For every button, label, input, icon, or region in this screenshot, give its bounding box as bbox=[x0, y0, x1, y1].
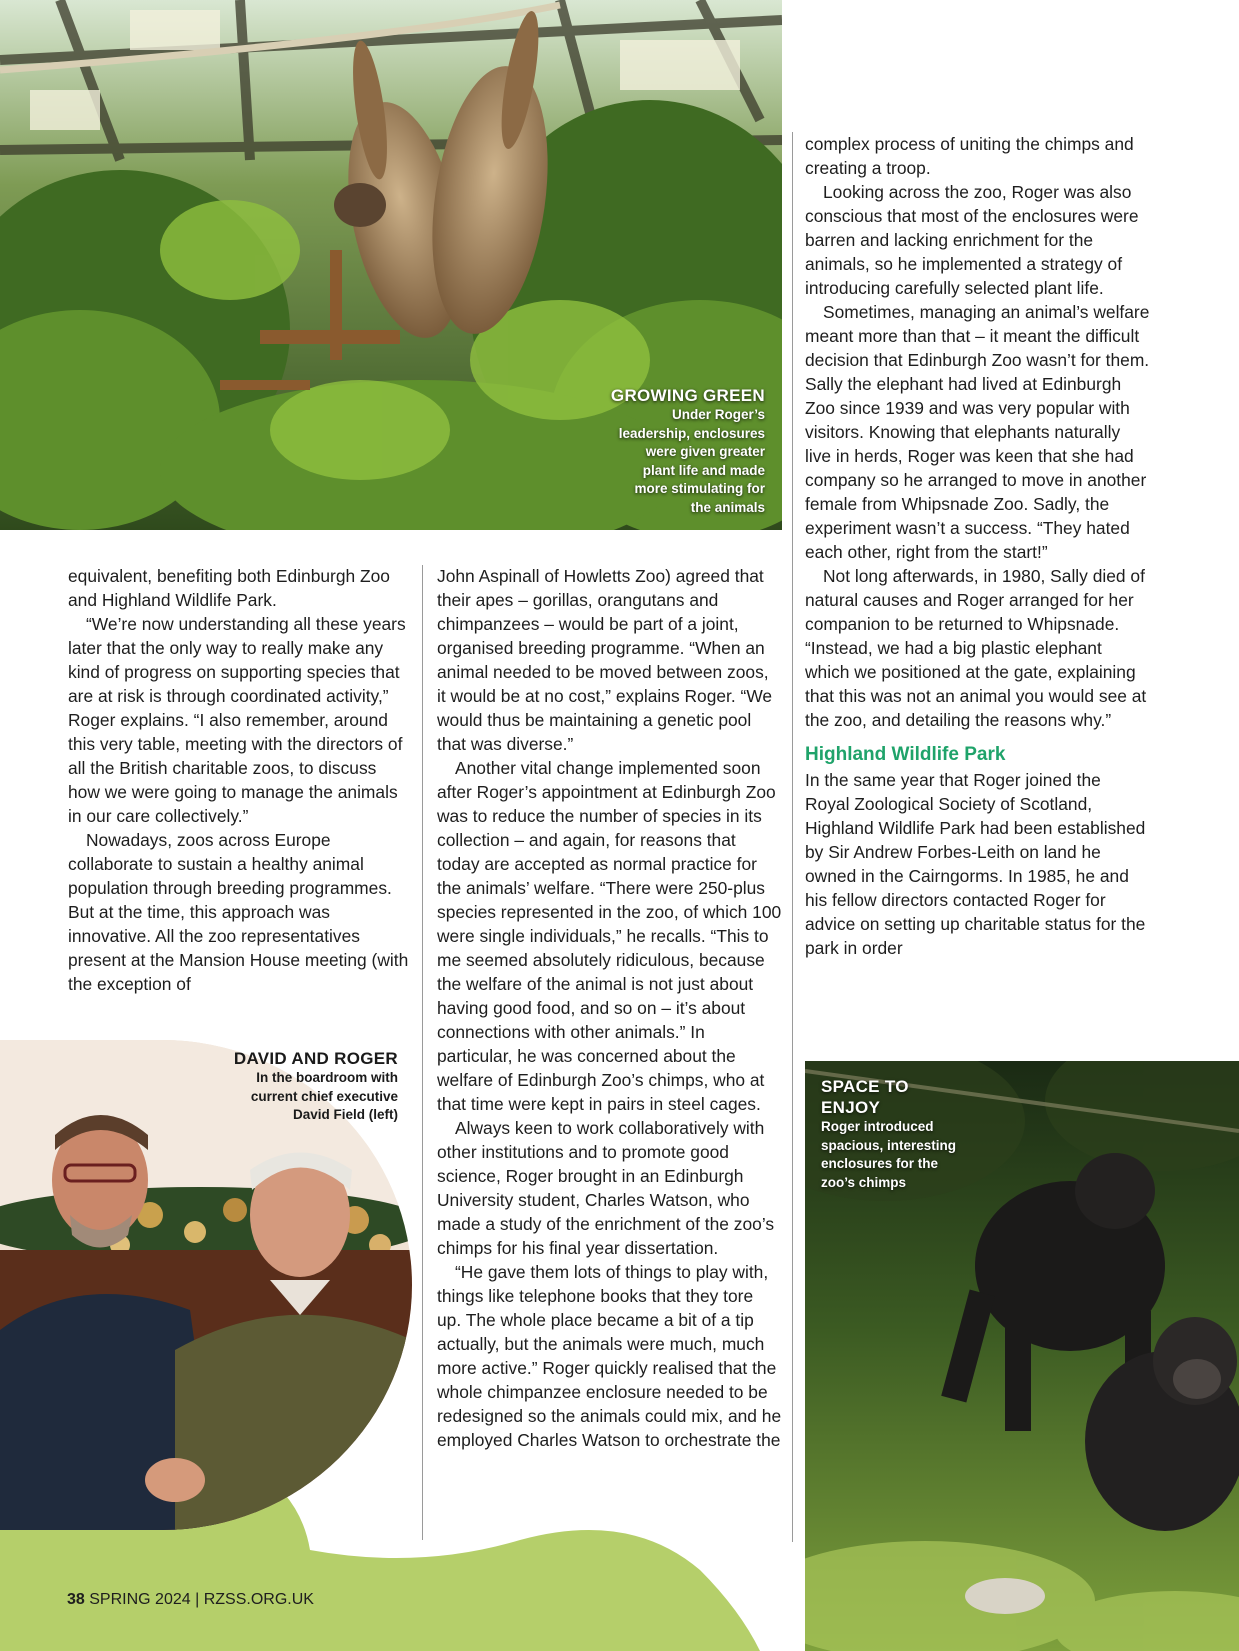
paragraph: “He gave them lots of things to play with, things like telephone books that they tore up. The whole place became a bit of a tip actually, but the animals were much, much more active.” Roger quickly realised that the whole chimpanzee enclosure needed to be redesigned so the animals could mix, and he employed Charles Watson to orchestrate the bbox=[437, 1262, 782, 1450]
paragraph: Looking across the zoo, Roger was also conscious that most of the enclosures were barren and lacking enrichment for the animals, so he implemented a strategy of introducing carefully selected plant life. bbox=[805, 182, 1139, 298]
site-link[interactable]: RZSS.ORG.UK bbox=[203, 1591, 314, 1608]
caption-body: In the boardroom with current chief executive David Field (left) bbox=[250, 1070, 398, 1122]
paragraph: complex process of uniting the chimps and creating a troop. bbox=[805, 134, 1134, 178]
article-column-1 bbox=[68, 564, 413, 996]
issue-label: SPRING 2024 bbox=[89, 1591, 191, 1608]
page-number: 38 bbox=[67, 1591, 85, 1608]
paragraph: Sometimes, managing an animal’s welfare meant more than that – it meant the difficult decision that Edinburgh Zoo wasn’t for them. Sally the elephant had lived at Edinburgh Zoo since 1939 and was very popular with visitors. Knowing that elephants naturally live in herds, Roger was keen that she had company so he arranged to move in another female from Whipsnade Zoo. Sadly, the experiment wasn’t a success. “They hated each other, right from the start!” bbox=[805, 302, 1150, 562]
top-photo-caption bbox=[565, 386, 765, 517]
caption-title: GROWING GREEN bbox=[610, 386, 765, 405]
caption-title: SPACE TO ENJOY bbox=[821, 1077, 909, 1117]
chimps-caption bbox=[821, 1076, 1021, 1192]
paragraph: In the same year that Roger joined the Royal Zoological Society of Scotland, Highland Wildlife Park had been established by Sir Andrew Forbes-Leith on land he owned in the Cairngorms. In 1985, he and his fellow directors contacted Roger for advice on setting up charitable status for the park in order bbox=[805, 770, 1146, 958]
paragraph: equivalent, benefiting both Edinburgh Zoo and Highland Wildlife Park. bbox=[68, 566, 390, 610]
section-subhead: Highland Wildlife Park bbox=[805, 744, 1006, 765]
caption-body: Roger introduced spacious, interesting enclosures for the zoo’s chimps bbox=[821, 1119, 957, 1190]
paragraph: John Aspinall of Howletts Zoo) agreed that their apes – gorillas, orangutans and chimpanzees – would be part of a joint, organised breeding programme. “When an animal needed to be moved between zoos, it would be at no cost,” explains Roger. “We would thus be maintaining a genetic pool that was diverse.” bbox=[437, 566, 773, 754]
paragraph: Another vital change implemented soon after Roger’s appointment at Edinburgh Zoo was to reduce the number of species in its collection – and again, for reasons that today are accepted as normal practice for the animals’ welfare. “There were 250-plus species represented in the zoo, of which 100 were single individuals,” he recalls. “This to me seemed absolutely ridiculous, because the welfare of the animal is not just about having good food, and so on – it’s about connections with other animals.” In particular, he was concerned about the welfare of Edinburgh Zoo’s chimps, who at that time were kept in pairs in steel cages. bbox=[437, 758, 782, 1114]
paragraph: Always keen to work collaboratively with other institutions and to promote good science, Roger brought in an Edinburgh University student, Charles Watson, who made a study of the enrichment of the zoo’s chimps for his final year dissertation. bbox=[437, 1118, 775, 1258]
paragraph: Nowadays, zoos across Europe collaborate to sustain a healthy animal population through breeding programmes. But at the time, this approach was innovative. All the zoo representatives present at the Mansion House meeting (with the exception of bbox=[68, 830, 409, 994]
paragraph: Not long afterwards, in 1980, Sally died of natural causes and Roger arranged for her companion to be returned to Whipsnade. “Instead, we had a big plastic elephant which we positioned at the gate, explaining that this was not an animal you would see at the zoo, and detailing the reasons why.” bbox=[805, 566, 1147, 730]
article-column-2 bbox=[437, 564, 782, 1452]
paragraph: “We’re now understanding all these years later that the only way to really make any kind of progress on supporting species that are at risk is through coordinated activity,” Roger explains. “I also remember, around this very table, meeting with the directors of all the British charitable zoos, to discuss how we were going to manage the animals in our care collectively.” bbox=[68, 614, 406, 826]
caption-title: DAVID AND ROGER bbox=[233, 1049, 398, 1068]
column-rule bbox=[792, 132, 793, 1542]
article-column-3 bbox=[805, 132, 1150, 960]
caption-body: Under Roger’s leadership, enclosures were given greater plant life and made more stimulating for the animals bbox=[618, 407, 765, 515]
page-footer bbox=[67, 1591, 314, 1609]
column-rule bbox=[422, 565, 423, 1540]
portrait-caption bbox=[190, 1049, 398, 1125]
footer-separator: | bbox=[195, 1591, 200, 1608]
